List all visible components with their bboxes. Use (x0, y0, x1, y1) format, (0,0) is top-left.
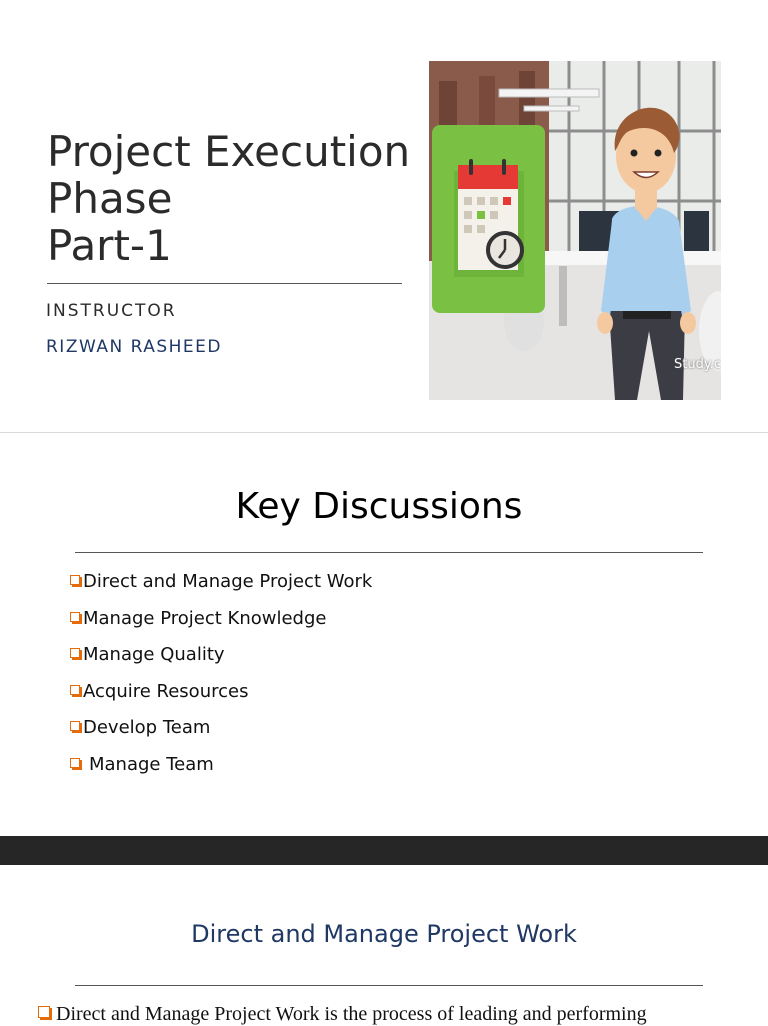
square-bullet-icon (70, 685, 80, 695)
square-bullet-icon (70, 612, 80, 622)
slide-title (47, 128, 410, 269)
list-item: Acquire Resources (70, 681, 372, 718)
list-item: Manage Team (70, 754, 372, 791)
list-item: Develop Team (70, 717, 372, 754)
square-bullet-icon (70, 648, 80, 658)
paragraph (38, 1003, 748, 1026)
square-bullet-icon (70, 721, 80, 731)
direct-manage-title: Direct and Manage Project Work (191, 920, 577, 948)
instructor-label: INSTRUCTOR (46, 301, 177, 321)
direct-manage-divider (75, 985, 703, 986)
title-slide (0, 0, 768, 432)
image-watermark: Study.c (674, 357, 721, 372)
instructor-name: RIZWAN RASHEED (46, 337, 223, 357)
square-bullet-icon (70, 758, 80, 768)
key-discussions-divider (75, 552, 703, 553)
title-divider (47, 283, 402, 284)
title-line-2: Phase (47, 174, 173, 223)
title-line-3: Part-1 (47, 221, 172, 270)
topic-list (70, 571, 372, 791)
paragraph-text: Direct and Manage Project Work is the process of leading and performing (56, 1003, 647, 1025)
slide-separator (0, 432, 768, 433)
square-bullet-icon (70, 575, 80, 585)
office-illustration (429, 61, 721, 400)
list-item: Direct and Manage Project Work (70, 571, 372, 608)
slide-separator-band (0, 836, 768, 865)
square-bullet-icon (38, 1006, 50, 1018)
title-line-1: Project Execution (47, 127, 411, 176)
list-item: Manage Quality (70, 644, 372, 681)
key-discussions-title: Key Discussions (235, 486, 523, 527)
list-item: Manage Project Knowledge (70, 608, 372, 645)
